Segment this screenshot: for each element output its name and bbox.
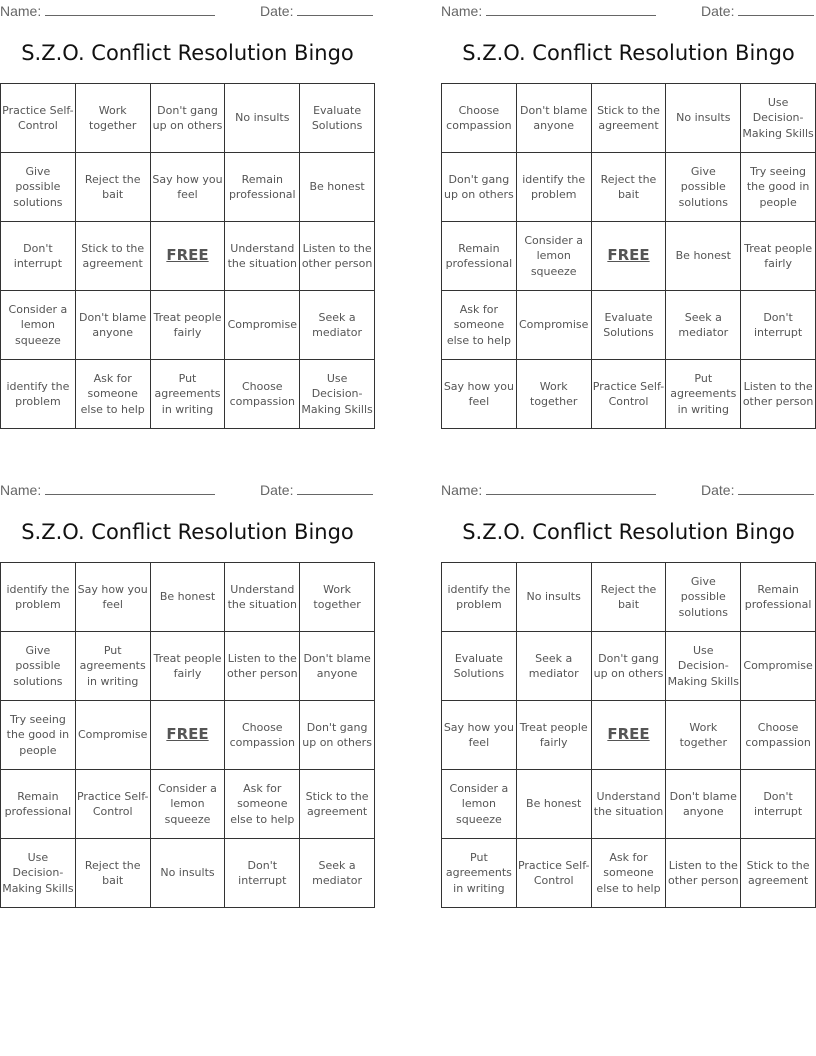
bingo-row	[442, 563, 816, 632]
bingo-cell: Choose compassion	[225, 701, 300, 770]
card-title: S.Z.O. Conflict Resolution Bingo	[462, 41, 795, 65]
bingo-cell: Work together	[516, 360, 591, 429]
card-header	[0, 0, 375, 22]
bingo-cell: Give possible solutions	[666, 563, 741, 632]
bingo-cell: Reject the bait	[75, 153, 150, 222]
bingo-card	[0, 0, 375, 416]
name-label: Name:	[0, 3, 42, 19]
date-field	[701, 2, 814, 19]
free-space: FREE	[591, 701, 666, 770]
bingo-row	[1, 701, 375, 770]
bingo-cell: Be honest	[300, 153, 375, 222]
bingo-cell: Compromise	[516, 291, 591, 360]
bingo-cell: No insults	[150, 839, 225, 908]
bingo-cell: identify the problem	[442, 563, 517, 632]
free-space: FREE	[150, 222, 225, 291]
bingo-cell: Treat people fairly	[741, 222, 816, 291]
bingo-cell: Say how you feel	[150, 153, 225, 222]
bingo-row	[442, 770, 816, 839]
bingo-cell: Be honest	[516, 770, 591, 839]
bingo-row	[442, 222, 816, 291]
bingo-cell: Work together	[666, 701, 741, 770]
bingo-cell: Don't gang up on others	[591, 632, 666, 701]
bingo-cell: Ask for someone else to help	[75, 360, 150, 429]
bingo-cell: Don't blame anyone	[300, 632, 375, 701]
bingo-grid	[0, 83, 375, 429]
bingo-row	[1, 563, 375, 632]
card-header	[441, 479, 816, 501]
bingo-cell: Use Decision-Making Skills	[666, 632, 741, 701]
bingo-cell: Understand the situation	[225, 222, 300, 291]
bingo-cell: No insults	[516, 563, 591, 632]
bingo-cell: Stick to the agreement	[591, 84, 666, 153]
bingo-cell: Don't interrupt	[741, 291, 816, 360]
bingo-cell: Put agreements in writing	[75, 632, 150, 701]
name-field	[0, 2, 215, 19]
bingo-row	[1, 839, 375, 908]
name-blank-line	[486, 481, 656, 495]
bingo-row	[442, 360, 816, 429]
free-space: FREE	[150, 701, 225, 770]
bingo-cell: Ask for someone else to help	[225, 770, 300, 839]
bingo-cell: Ask for someone else to help	[591, 839, 666, 908]
date-blank-line	[738, 481, 814, 495]
card-title: S.Z.O. Conflict Resolution Bingo	[462, 520, 795, 544]
bingo-cell: Choose compassion	[741, 701, 816, 770]
bingo-row	[442, 153, 816, 222]
bingo-card	[441, 0, 816, 416]
name-blank-line	[486, 2, 656, 16]
bingo-cell: Practice Self-Control	[1, 84, 76, 153]
bingo-cell: Consider a lemon squeeze	[442, 770, 517, 839]
bingo-cell: Use Decision-Making Skills	[1, 839, 76, 908]
bingo-cell: Use Decision-Making Skills	[741, 84, 816, 153]
bingo-cell: Compromise	[741, 632, 816, 701]
bingo-row	[442, 291, 816, 360]
bingo-cell: Don't interrupt	[225, 839, 300, 908]
date-field	[260, 2, 373, 19]
bingo-cell: Treat people fairly	[516, 701, 591, 770]
bingo-cell: Practice Self-Control	[75, 770, 150, 839]
bingo-cell: Choose compassion	[225, 360, 300, 429]
bingo-row	[1, 222, 375, 291]
bingo-cell: Don't interrupt	[1, 222, 76, 291]
bingo-cell: Evaluate Solutions	[591, 291, 666, 360]
bingo-cell: Ask for someone else to help	[442, 291, 517, 360]
bingo-cell: No insults	[225, 84, 300, 153]
bingo-cell: identify the problem	[1, 360, 76, 429]
bingo-cell: Listen to the other person	[225, 632, 300, 701]
bingo-cell: Consider a lemon squeeze	[516, 222, 591, 291]
bingo-cell: Put agreements in writing	[150, 360, 225, 429]
bingo-cell: Don't blame anyone	[666, 770, 741, 839]
bingo-cell: Compromise	[75, 701, 150, 770]
bingo-row	[442, 701, 816, 770]
bingo-grid	[441, 83, 816, 429]
card-title: S.Z.O. Conflict Resolution Bingo	[21, 520, 354, 544]
free-space: FREE	[591, 222, 666, 291]
bingo-cell: Try seeing the good in people	[1, 701, 76, 770]
bingo-cell: Reject the bait	[591, 153, 666, 222]
bingo-cell: Treat people fairly	[150, 632, 225, 701]
card-header	[441, 0, 816, 22]
bingo-cell: No insults	[666, 84, 741, 153]
bingo-cell: Remain professional	[225, 153, 300, 222]
name-label: Name:	[0, 482, 42, 498]
date-field	[701, 481, 814, 498]
date-label: Date:	[701, 3, 735, 19]
bingo-cell: Listen to the other person	[741, 360, 816, 429]
bingo-cell: Practice Self-Control	[591, 360, 666, 429]
bingo-cell: Be honest	[150, 563, 225, 632]
bingo-cell: Give possible solutions	[666, 153, 741, 222]
bingo-cell: Seek a mediator	[300, 291, 375, 360]
bingo-cell: Seek a mediator	[516, 632, 591, 701]
bingo-row	[1, 153, 375, 222]
date-label: Date:	[260, 3, 294, 19]
name-blank-line	[45, 481, 215, 495]
bingo-cell: Use Decision-Making Skills	[300, 360, 375, 429]
bingo-cell: Put agreements in writing	[442, 839, 517, 908]
bingo-cell: Listen to the other person	[300, 222, 375, 291]
bingo-cell: Don't gang up on others	[150, 84, 225, 153]
bingo-cell: Understand the situation	[225, 563, 300, 632]
name-label: Name:	[441, 482, 483, 498]
bingo-cell: Be honest	[666, 222, 741, 291]
bingo-grid	[441, 562, 816, 908]
card-title: S.Z.O. Conflict Resolution Bingo	[21, 41, 354, 65]
bingo-grid	[0, 562, 375, 908]
bingo-cell: Reject the bait	[75, 839, 150, 908]
bingo-cell: Don't interrupt	[741, 770, 816, 839]
bingo-row	[1, 632, 375, 701]
date-blank-line	[297, 2, 373, 16]
name-field	[0, 481, 215, 498]
card-header	[0, 479, 375, 501]
bingo-card	[0, 479, 375, 895]
bingo-cell: Remain professional	[1, 770, 76, 839]
date-label: Date:	[701, 482, 735, 498]
bingo-cell: Choose compassion	[442, 84, 517, 153]
bingo-row	[1, 770, 375, 839]
bingo-cell: Work together	[300, 563, 375, 632]
bingo-row	[1, 291, 375, 360]
bingo-cell: Compromise	[225, 291, 300, 360]
bingo-cell: Evaluate Solutions	[300, 84, 375, 153]
bingo-cell: Stick to the agreement	[300, 770, 375, 839]
bingo-cell: Practice Self-Control	[516, 839, 591, 908]
bingo-cell: Try seeing the good in people	[741, 153, 816, 222]
name-field	[441, 2, 656, 19]
name-label: Name:	[441, 3, 483, 19]
bingo-cell: Don't gang up on others	[442, 153, 517, 222]
bingo-cell: Stick to the agreement	[741, 839, 816, 908]
bingo-card	[441, 479, 816, 895]
bingo-row	[1, 84, 375, 153]
bingo-row	[442, 839, 816, 908]
bingo-row	[1, 360, 375, 429]
bingo-cell: Don't gang up on others	[300, 701, 375, 770]
bingo-cell: Put agreements in writing	[666, 360, 741, 429]
bingo-cell: identify the problem	[1, 563, 76, 632]
bingo-cell: Say how you feel	[75, 563, 150, 632]
bingo-cell: Say how you feel	[442, 360, 517, 429]
bingo-cell: Seek a mediator	[666, 291, 741, 360]
date-blank-line	[738, 2, 814, 16]
bingo-cell: Say how you feel	[442, 701, 517, 770]
name-field	[441, 481, 656, 498]
bingo-cell: Understand the situation	[591, 770, 666, 839]
bingo-cell: Work together	[75, 84, 150, 153]
date-label: Date:	[260, 482, 294, 498]
bingo-cell: Remain professional	[741, 563, 816, 632]
bingo-cell: Don't blame anyone	[516, 84, 591, 153]
bingo-cell: Listen to the other person	[666, 839, 741, 908]
name-blank-line	[45, 2, 215, 16]
bingo-row	[442, 84, 816, 153]
bingo-cell: Reject the bait	[591, 563, 666, 632]
bingo-cell: Consider a lemon squeeze	[150, 770, 225, 839]
bingo-cell: Don't blame anyone	[75, 291, 150, 360]
bingo-row	[442, 632, 816, 701]
bingo-cell: Evaluate Solutions	[442, 632, 517, 701]
date-blank-line	[297, 481, 373, 495]
bingo-cell: Seek a mediator	[300, 839, 375, 908]
bingo-cell: Give possible solutions	[1, 153, 76, 222]
bingo-cell: identify the problem	[516, 153, 591, 222]
bingo-cell: Remain professional	[442, 222, 517, 291]
bingo-cell: Consider a lemon squeeze	[1, 291, 76, 360]
date-field	[260, 481, 373, 498]
bingo-cell: Stick to the agreement	[75, 222, 150, 291]
bingo-cell: Treat people fairly	[150, 291, 225, 360]
bingo-cell: Give possible solutions	[1, 632, 76, 701]
